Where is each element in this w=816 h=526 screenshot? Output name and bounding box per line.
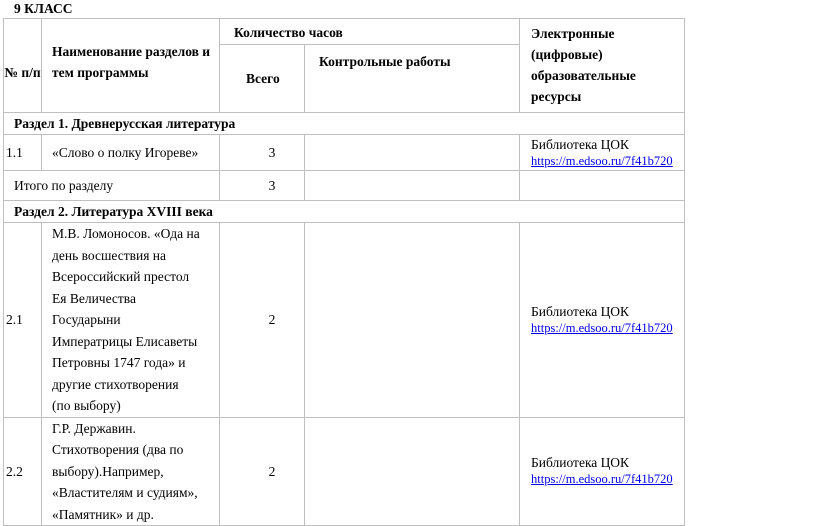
- row-resource: [520, 417, 685, 526]
- row-name-line: (по выбору): [52, 398, 121, 413]
- row-num: 2.2: [4, 417, 42, 526]
- row-name-line: Г.Р. Державин.: [52, 420, 136, 436]
- page-title: 9 КЛАСС: [14, 1, 73, 16]
- program-table: [3, 18, 685, 526]
- header-num-text: № п/п: [4, 65, 41, 80]
- resource-label: Библиотека ЦОК: [531, 137, 629, 152]
- table-row: [4, 135, 685, 171]
- row-name-line: выбору).Например,: [52, 463, 164, 479]
- row-control: [305, 417, 520, 526]
- header-control: [305, 45, 520, 113]
- header-total-text: Всего: [246, 71, 280, 86]
- resource-link[interactable]: https://m.edsoo.ru/7f41b720: [531, 320, 673, 335]
- header-name-text: Наименование разделов и тем программы: [52, 44, 211, 80]
- header-row: [4, 19, 685, 45]
- row-name-line: Государыни: [52, 312, 121, 327]
- header-num: [4, 19, 42, 113]
- header-hours-text: Количество часов: [234, 25, 343, 40]
- row-total: 3: [220, 135, 305, 171]
- section-row: [4, 113, 685, 135]
- row-name-line: «Властителям и судиям»,: [52, 485, 198, 500]
- row-name-line: Императрицы Елисаветы: [52, 333, 198, 349]
- row-name: [42, 223, 220, 418]
- row-num: 2.1: [4, 223, 42, 418]
- row-name-line: «Памятник» и др.: [52, 506, 154, 522]
- header-resources: [520, 19, 685, 113]
- row-resource: [520, 223, 685, 418]
- row-control: [305, 223, 520, 418]
- header-control-text: Контрольные работы: [319, 54, 451, 69]
- row-name-line: М.В. Ломоносов. «Ода на: [52, 226, 200, 241]
- row-num: 1.1: [4, 135, 42, 171]
- section-title: Раздел 2. Литература XVIII века: [4, 201, 685, 223]
- row-name-line: другие стихотворения: [52, 376, 179, 392]
- row-name-line: день восшествия на: [52, 247, 166, 263]
- header-total: [220, 45, 305, 113]
- subtotal-label: Итого по разделу: [4, 171, 220, 201]
- row-name-line: Стихотворения (два по: [52, 442, 184, 457]
- row-total: 2: [220, 223, 305, 418]
- resource-label: Библиотека ЦОК: [531, 303, 629, 319]
- row-name-line: Петровны 1747 года» и: [52, 355, 186, 370]
- header-hours: [220, 19, 520, 45]
- section-row: [4, 201, 685, 223]
- subtotal-value: 3: [220, 171, 305, 201]
- resource-link[interactable]: https://m.edsoo.ru/7f41b720: [531, 472, 673, 487]
- resource-label: Библиотека ЦОК: [531, 455, 629, 471]
- header-name: [42, 19, 220, 113]
- section-title: Раздел 1. Древнерусская литература: [4, 113, 685, 135]
- row-control: [305, 135, 520, 171]
- row-name: [42, 417, 220, 526]
- table-row: [4, 417, 685, 526]
- row-name: «Слово о полку Игореве»: [42, 135, 220, 171]
- resource-link[interactable]: https://m.edsoo.ru/7f41b720: [531, 154, 673, 168]
- table-row: [4, 223, 685, 418]
- header-resources-text: Электронные (цифровые) образовательные ресурсы: [531, 26, 636, 104]
- subtotal-row: [4, 171, 685, 201]
- row-total: 2: [220, 417, 305, 526]
- row-resource: [520, 135, 685, 171]
- row-name-line: Всероссийский престол: [52, 269, 190, 284]
- row-name-line: Ея Величества: [52, 290, 136, 306]
